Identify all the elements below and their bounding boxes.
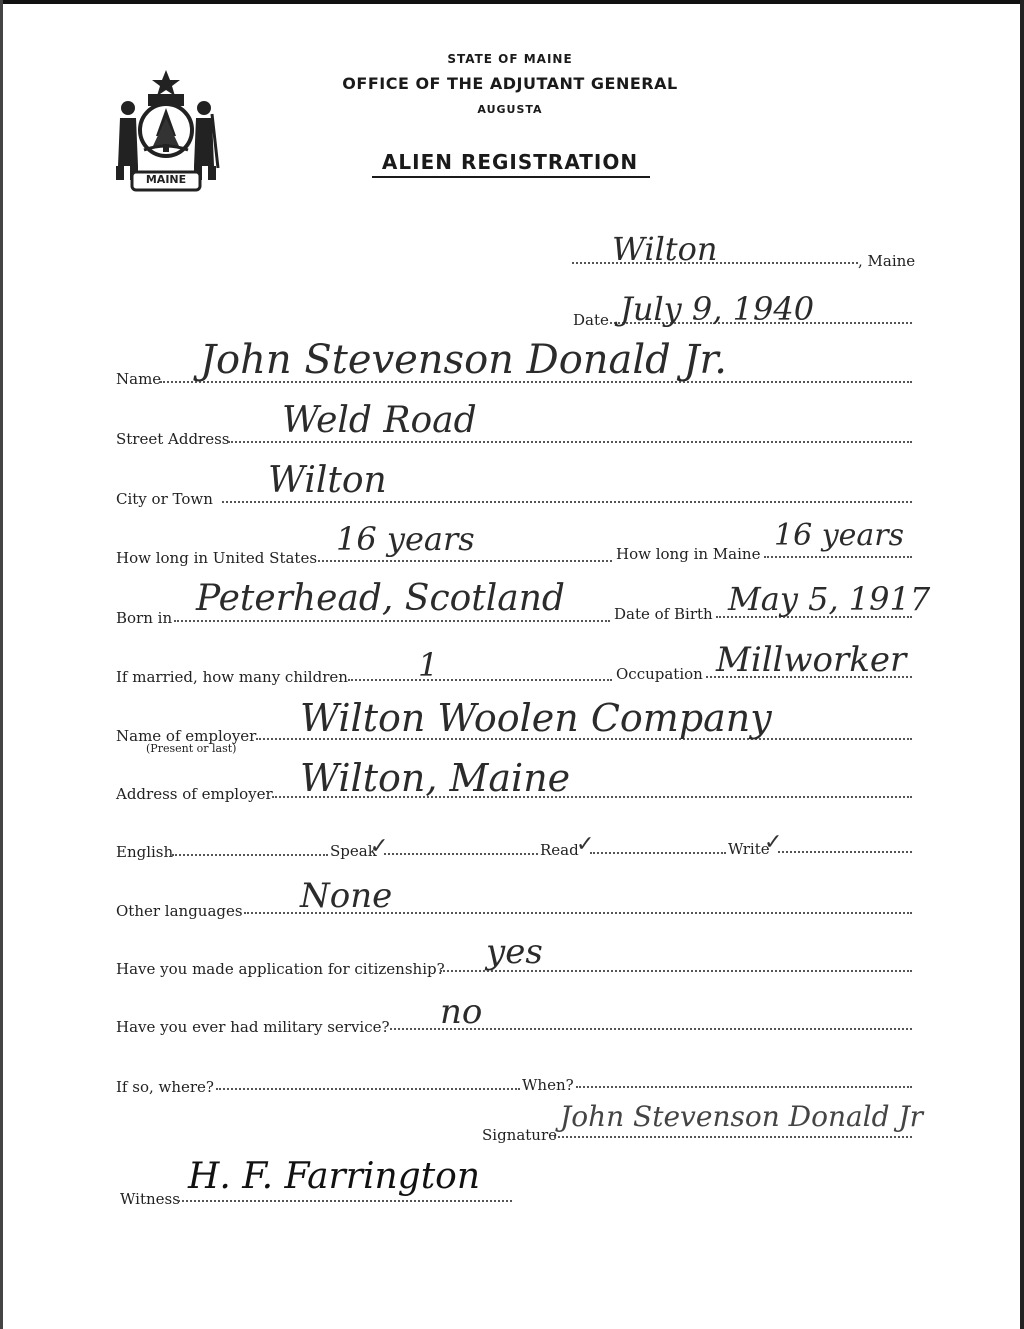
born-in-line — [174, 620, 610, 622]
speak-checkmark: ✓ — [370, 834, 389, 859]
city-or-town-label: City or Town — [116, 490, 213, 508]
signature-line — [554, 1136, 912, 1138]
children-line — [348, 679, 612, 681]
city-heading: AUGUSTA — [477, 103, 543, 116]
english-label: English — [116, 843, 174, 861]
town-suffix-label: , Maine — [858, 252, 916, 270]
employer-name-note: (Present or last) — [146, 742, 237, 755]
children-value: 1 — [418, 646, 439, 684]
write-checkmark: ✓ — [764, 830, 783, 855]
street-address-label: Street Address — [116, 430, 230, 448]
occupation-label: Occupation — [616, 665, 703, 683]
applicant-signature: John Stevenson Donald Jr — [560, 1100, 924, 1133]
name-value: John Stevenson Donald Jr. — [200, 337, 727, 383]
title-underline — [372, 176, 650, 178]
married-children-label: If married, how many children — [116, 668, 348, 686]
city-or-town-line — [222, 501, 912, 503]
date-of-birth-label: Date of Birth — [614, 605, 713, 623]
english-line-1 — [172, 854, 328, 856]
how-long-maine-value: 16 years — [774, 518, 905, 553]
form-title: ALIEN REGISTRATION — [381, 150, 639, 174]
read-checkmark: ✓ — [576, 832, 595, 857]
street-address-value: Weld Road — [282, 400, 477, 441]
born-in-value: Peterhead, Scotland — [196, 578, 565, 619]
military-service-label: Have you ever had military service? — [116, 1018, 390, 1036]
write-label: Write — [728, 840, 770, 858]
occupation-value: Millworker — [716, 640, 907, 680]
english-line-2 — [384, 853, 538, 855]
when-label: When? — [522, 1076, 574, 1094]
office-heading: OFFICE OF THE ADJUTANT GENERAL — [342, 74, 678, 93]
date-label: Date — [573, 311, 609, 329]
other-languages-label: Other languages — [116, 902, 243, 920]
when-line — [576, 1086, 912, 1088]
employer-name-label: Name of employer — [116, 727, 257, 745]
street-address-line — [228, 441, 912, 443]
read-label: Read — [540, 841, 579, 859]
if-so-where-label: If so, where? — [116, 1078, 214, 1096]
how-long-maine-line — [764, 556, 912, 558]
scan-border-right — [1020, 0, 1024, 1329]
other-languages-value: None — [300, 876, 393, 916]
state-heading: STATE OF MAINE — [447, 52, 573, 66]
how-long-us-line — [318, 560, 612, 562]
employer-address-value: Wilton, Maine — [300, 756, 571, 800]
scan-border-left — [0, 0, 3, 1329]
date-of-birth-value: May 5, 1917 — [728, 580, 931, 618]
scan-border-top — [0, 0, 1024, 4]
citizenship-application-label: Have you made application for citizenship? — [116, 960, 445, 978]
witness-signature: H. F. Farrington — [188, 1156, 481, 1197]
witness-line — [178, 1200, 512, 1202]
military-service-value: no — [440, 992, 483, 1032]
witness-label: Witness — [120, 1190, 180, 1208]
signature-label: Signature — [482, 1126, 558, 1144]
english-line-3 — [590, 852, 726, 854]
seal-banner-text: MAINE — [145, 173, 187, 186]
speak-label: Speak — [330, 842, 377, 860]
how-long-maine-label: How long in Maine — [616, 545, 761, 563]
citizenship-application-value: yes — [486, 932, 543, 972]
born-in-label: Born in — [116, 609, 173, 627]
how-long-us-label: How long in United States — [116, 549, 318, 567]
city-or-town-value: Wilton — [268, 460, 387, 501]
employer-address-label: Address of employer — [116, 785, 273, 803]
employer-name-value: Wilton Woolen Company — [300, 696, 772, 740]
english-line-4 — [778, 851, 912, 853]
name-label: Name — [116, 370, 162, 388]
if-so-where-line — [216, 1088, 520, 1090]
date-value: July 9, 1940 — [620, 290, 815, 328]
how-long-us-value: 16 years — [336, 520, 475, 558]
town-value: Wilton — [612, 230, 718, 268]
